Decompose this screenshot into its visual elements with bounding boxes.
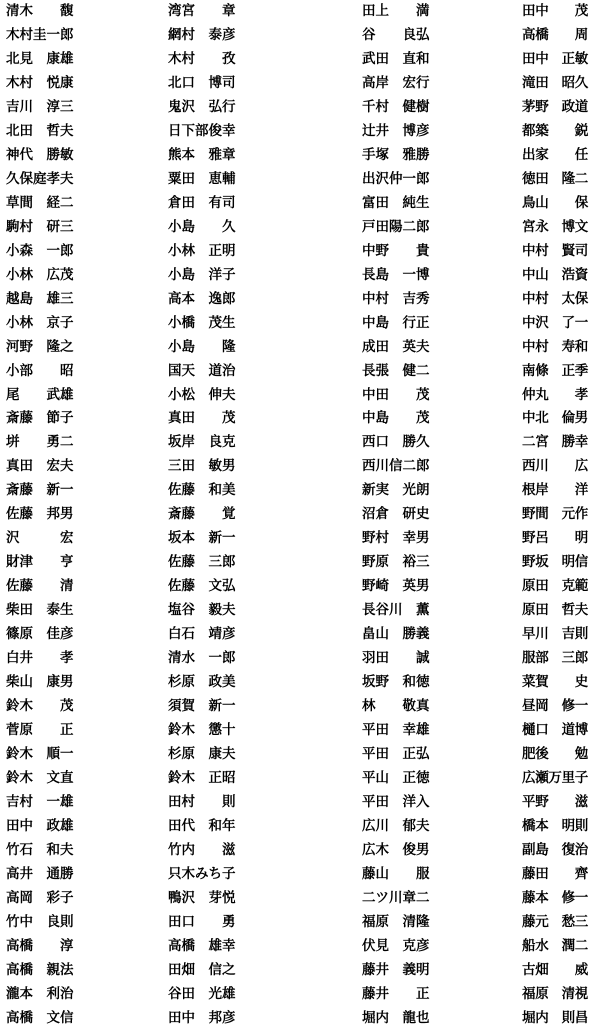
name-entry: 清木 馥 bbox=[6, 3, 74, 19]
name-entry: 平山 正徳 bbox=[362, 770, 430, 786]
name-entry: 鬼沢 弘行 bbox=[168, 98, 236, 115]
name-entry: 広川 郁夫 bbox=[362, 817, 430, 834]
name-entry: 宮永 博文 bbox=[522, 218, 588, 235]
name-entry: 湾宮 章 bbox=[168, 3, 236, 19]
name-entry: 只木みち子 bbox=[168, 865, 236, 882]
name-entry: 高橋 周 bbox=[522, 26, 588, 43]
name-entry: 草間 経二 bbox=[6, 194, 74, 211]
name-column-3 bbox=[362, 0, 492, 1031]
name-entry: 高岸 宏行 bbox=[362, 74, 430, 91]
name-column-4 bbox=[522, 0, 600, 1031]
name-entry: 斎藤 覚 bbox=[168, 506, 236, 523]
name-entry: 竹石 和夫 bbox=[6, 841, 74, 858]
name-entry: 小森 一郎 bbox=[6, 242, 74, 259]
name-entry: 国天 道治 bbox=[168, 362, 236, 379]
name-entry: 野崎 英男 bbox=[362, 578, 430, 595]
name-entry: 高井 通勝 bbox=[6, 865, 74, 882]
name-entry: 福原 清隆 bbox=[362, 913, 430, 930]
name-entry: 中村 吉秀 bbox=[362, 290, 430, 307]
name-entry: 古畑 威 bbox=[522, 961, 588, 978]
name-entry: 仲丸 孝 bbox=[522, 386, 588, 403]
name-entry: 田中 茂 bbox=[522, 3, 588, 19]
name-entry: 藤山 服 bbox=[362, 865, 430, 882]
name-entry: 平野 滋 bbox=[522, 793, 588, 810]
name-entry: 出家 任 bbox=[522, 146, 588, 163]
name-entry: 辻井 博彦 bbox=[362, 122, 430, 139]
name-entry: 清水 一郎 bbox=[168, 650, 236, 667]
name-entry: 北口 博司 bbox=[168, 74, 236, 91]
name-entry: 都築 鋭 bbox=[522, 122, 588, 139]
name-entry: 橋本 明則 bbox=[522, 817, 588, 834]
name-entry: 木村 孜 bbox=[168, 50, 236, 67]
name-entry: 日下部俊幸 bbox=[168, 122, 236, 139]
name-entry: 服部 三郎 bbox=[522, 650, 588, 667]
name-entry: 平田 洋入 bbox=[362, 793, 430, 810]
name-entry: 鈴木 順一 bbox=[6, 746, 74, 763]
name-entry: 中沢 了一 bbox=[522, 314, 588, 331]
name-entry: 野呂 明 bbox=[522, 530, 588, 547]
name-entry: 高岡 彩子 bbox=[6, 889, 74, 906]
name-entry: 中島 茂 bbox=[362, 410, 430, 427]
name-entry: 長谷川 薫 bbox=[362, 602, 430, 619]
name-entry: 富田 純生 bbox=[362, 194, 430, 211]
name-entry: 野間 元作 bbox=[522, 506, 588, 523]
name-entry: 長張 健二 bbox=[362, 362, 430, 379]
name-entry: 斎藤 節子 bbox=[6, 410, 74, 427]
name-entry: 昼岡 修一 bbox=[522, 698, 588, 715]
name-entry: 広木 俊男 bbox=[362, 841, 430, 858]
name-entry: 成田 英夫 bbox=[362, 338, 430, 355]
name-entry: 佐藤 三郎 bbox=[168, 554, 236, 571]
name-entry: 原田 哲夫 bbox=[522, 602, 588, 619]
name-entry: 鈴木 茂 bbox=[6, 698, 74, 715]
name-entry: 出沢仲一郎 bbox=[362, 170, 430, 187]
name-entry: 久保庭孝夫 bbox=[6, 170, 74, 187]
name-entry: 杉原 康夫 bbox=[168, 746, 236, 763]
name-entry: 木村圭一郎 bbox=[6, 26, 74, 43]
name-entry: 越島 雄三 bbox=[6, 290, 74, 307]
name-entry: 坂岸 良克 bbox=[168, 434, 236, 451]
name-entry: 中村 太保 bbox=[522, 290, 588, 307]
name-entry: 駒村 研三 bbox=[6, 218, 74, 235]
name-entry: 中島 行正 bbox=[362, 314, 430, 331]
name-entry: 船水 潤二 bbox=[522, 937, 588, 954]
name-entry: 沼倉 研史 bbox=[362, 506, 430, 523]
name-entry: 二ツ川章二 bbox=[362, 889, 430, 906]
name-entry: 鳥山 保 bbox=[522, 194, 588, 211]
name-entry: 武田 直和 bbox=[362, 50, 430, 67]
name-entry: 西川信二郎 bbox=[362, 458, 430, 475]
name-entry: 杉原 政美 bbox=[168, 674, 236, 691]
name-entry: 吉川 淳三 bbox=[6, 98, 74, 115]
name-entry: 南條 正季 bbox=[522, 362, 588, 379]
name-entry: 手塚 雅勝 bbox=[362, 146, 430, 163]
name-entry: 藤井 正 bbox=[362, 985, 430, 1002]
name-entry: 伏見 克彦 bbox=[362, 937, 430, 954]
name-entry: 小林 広茂 bbox=[6, 266, 74, 283]
name-entry: 新実 光朗 bbox=[362, 482, 430, 499]
name-entry: 中野 貴 bbox=[362, 242, 430, 259]
name-entry: 広瀬万里子 bbox=[522, 770, 588, 786]
name-entry: 瀧本 利治 bbox=[6, 985, 74, 1002]
name-entry: 藤本 修一 bbox=[522, 889, 588, 906]
name-entry: 佐藤 和美 bbox=[168, 482, 236, 499]
name-entry: 原田 克範 bbox=[522, 578, 588, 595]
name-entry: 長島 一博 bbox=[362, 266, 430, 283]
name-entry: 財津 亨 bbox=[6, 554, 74, 571]
name-entry: 林 敬真 bbox=[362, 698, 430, 715]
name-entry: 根岸 洋 bbox=[522, 482, 588, 499]
name-entry: 菅原 正 bbox=[6, 722, 74, 739]
name-entry: 田村 則 bbox=[168, 793, 236, 810]
name-entry: 田畑 信之 bbox=[168, 961, 236, 978]
name-entry: 藤田 齊 bbox=[522, 865, 588, 882]
name-entry: 神代 勝敏 bbox=[6, 146, 74, 163]
name-entry: 田上 満 bbox=[362, 3, 430, 19]
name-entry: 白井 孝 bbox=[6, 650, 74, 667]
name-entry: 鈴木 懲十 bbox=[168, 722, 236, 739]
name-entry: 田中 政雄 bbox=[6, 817, 74, 834]
name-entry: 白石 靖彦 bbox=[168, 626, 236, 643]
name-entry: 西口 勝久 bbox=[362, 434, 430, 451]
name-entry: 田代 和年 bbox=[168, 817, 236, 834]
name-entry: 野坂 明信 bbox=[522, 554, 588, 571]
name-entry: 坂野 和徳 bbox=[362, 674, 430, 691]
name-entry: 佐藤 邦男 bbox=[6, 506, 74, 523]
name-entry: 徳田 隆二 bbox=[522, 170, 588, 187]
name-entry: 堀内 龍也 bbox=[362, 1009, 430, 1026]
name-entry: 鈴木 正昭 bbox=[168, 770, 236, 786]
name-entry: 早川 吉則 bbox=[522, 626, 588, 643]
name-entry: 菜賀 史 bbox=[522, 674, 588, 691]
name-entry: 柴田 泰生 bbox=[6, 602, 74, 619]
name-entry: 田中 正敏 bbox=[522, 50, 588, 67]
name-entry: 佐藤 文弘 bbox=[168, 578, 236, 595]
name-entry: 鴨沢 芽悦 bbox=[168, 889, 236, 906]
name-entry: 高橋 親法 bbox=[6, 961, 74, 978]
name-entry: 中北 倫男 bbox=[522, 410, 588, 427]
name-entry: 小島 洋子 bbox=[168, 266, 236, 283]
name-entry: 高橋 雄幸 bbox=[168, 937, 236, 954]
name-entry: 小林 正明 bbox=[168, 242, 236, 259]
name-entry: 福原 清視 bbox=[522, 985, 588, 1002]
name-entry: 田中 邦彦 bbox=[168, 1009, 236, 1026]
name-entry: 谷 良弘 bbox=[362, 26, 430, 43]
name-entry: 小林 京子 bbox=[6, 314, 74, 331]
name-entry: 塩谷 毅夫 bbox=[168, 602, 236, 619]
name-entry: 佐藤 清 bbox=[6, 578, 74, 595]
name-entry: 坂本 新一 bbox=[168, 530, 236, 547]
name-entry: 野原 裕三 bbox=[362, 554, 430, 571]
name-entry: 羽田 誠 bbox=[362, 650, 430, 667]
name-entry: 真田 宏夫 bbox=[6, 458, 74, 475]
name-entry: 樋口 道博 bbox=[522, 722, 588, 739]
name-entry: 篠原 佳彦 bbox=[6, 626, 74, 643]
name-entry: 二宮 勝幸 bbox=[522, 434, 588, 451]
name-entry: 中田 茂 bbox=[362, 386, 430, 403]
name-entry: 副島 復治 bbox=[522, 841, 588, 858]
name-entry: 西川 広 bbox=[522, 458, 588, 475]
name-entry: 尾 武雄 bbox=[6, 386, 74, 403]
name-entry: 小島 隆 bbox=[168, 338, 236, 355]
name-entry: 吉村 一雄 bbox=[6, 793, 74, 810]
name-entry: 平田 正弘 bbox=[362, 746, 430, 763]
name-entry: 竹中 良則 bbox=[6, 913, 74, 930]
name-entry: 戸田陽二郎 bbox=[362, 218, 430, 235]
name-entry: 肥後 勉 bbox=[522, 746, 588, 763]
name-entry: 三田 敏男 bbox=[168, 458, 236, 475]
name-entry: 柴山 康男 bbox=[6, 674, 74, 691]
name-entry: 野村 幸男 bbox=[362, 530, 430, 547]
name-entry: 平田 幸雄 bbox=[362, 722, 430, 739]
name-entry: 北田 哲夫 bbox=[6, 122, 74, 139]
name-entry: 高橋 淳 bbox=[6, 937, 74, 954]
name-entry: 斎藤 新一 bbox=[6, 482, 74, 499]
name-entry: 滝田 昭久 bbox=[522, 74, 588, 91]
name-entry: 河野 隆之 bbox=[6, 338, 74, 355]
name-entry: 中山 浩資 bbox=[522, 266, 588, 283]
name-entry: 須賀 新一 bbox=[168, 698, 236, 715]
name-column-2 bbox=[168, 0, 298, 1031]
name-entry: 竹内 滋 bbox=[168, 841, 236, 858]
name-entry: 沢 宏 bbox=[6, 530, 74, 547]
name-entry: 高橋 文信 bbox=[6, 1009, 74, 1026]
name-entry: 垪 勇二 bbox=[6, 434, 74, 451]
name-entry: 藤元 愁三 bbox=[522, 913, 588, 930]
name-entry: 粟田 恵輔 bbox=[168, 170, 236, 187]
name-entry: 倉田 有司 bbox=[168, 194, 236, 211]
name-column-1 bbox=[6, 0, 136, 1031]
name-entry: 畠山 勝義 bbox=[362, 626, 430, 643]
name-entry: 鈴木 文直 bbox=[6, 770, 74, 786]
name-entry: 木村 悦康 bbox=[6, 74, 74, 91]
name-entry: 熊本 雅章 bbox=[168, 146, 236, 163]
name-entry: 小橋 茂生 bbox=[168, 314, 236, 331]
name-entry: 中村 賢司 bbox=[522, 242, 588, 259]
name-entry: 田口 勇 bbox=[168, 913, 236, 930]
name-entry: 真田 茂 bbox=[168, 410, 236, 427]
name-entry: 茅野 政道 bbox=[522, 98, 588, 115]
name-entry: 小松 伸夫 bbox=[168, 386, 236, 403]
name-entry: 高本 逸郎 bbox=[168, 290, 236, 307]
name-entry: 北見 康雄 bbox=[6, 50, 74, 67]
name-entry: 藤井 義明 bbox=[362, 961, 430, 978]
name-entry: 網村 泰彦 bbox=[168, 26, 236, 43]
name-entry: 堀内 則昌 bbox=[522, 1009, 588, 1026]
name-entry: 中村 寿和 bbox=[522, 338, 588, 355]
name-entry: 小部 昭 bbox=[6, 362, 74, 379]
name-entry: 千村 健樹 bbox=[362, 98, 430, 115]
name-entry: 谷田 光雄 bbox=[168, 985, 236, 1002]
name-entry: 小島 久 bbox=[168, 218, 236, 235]
